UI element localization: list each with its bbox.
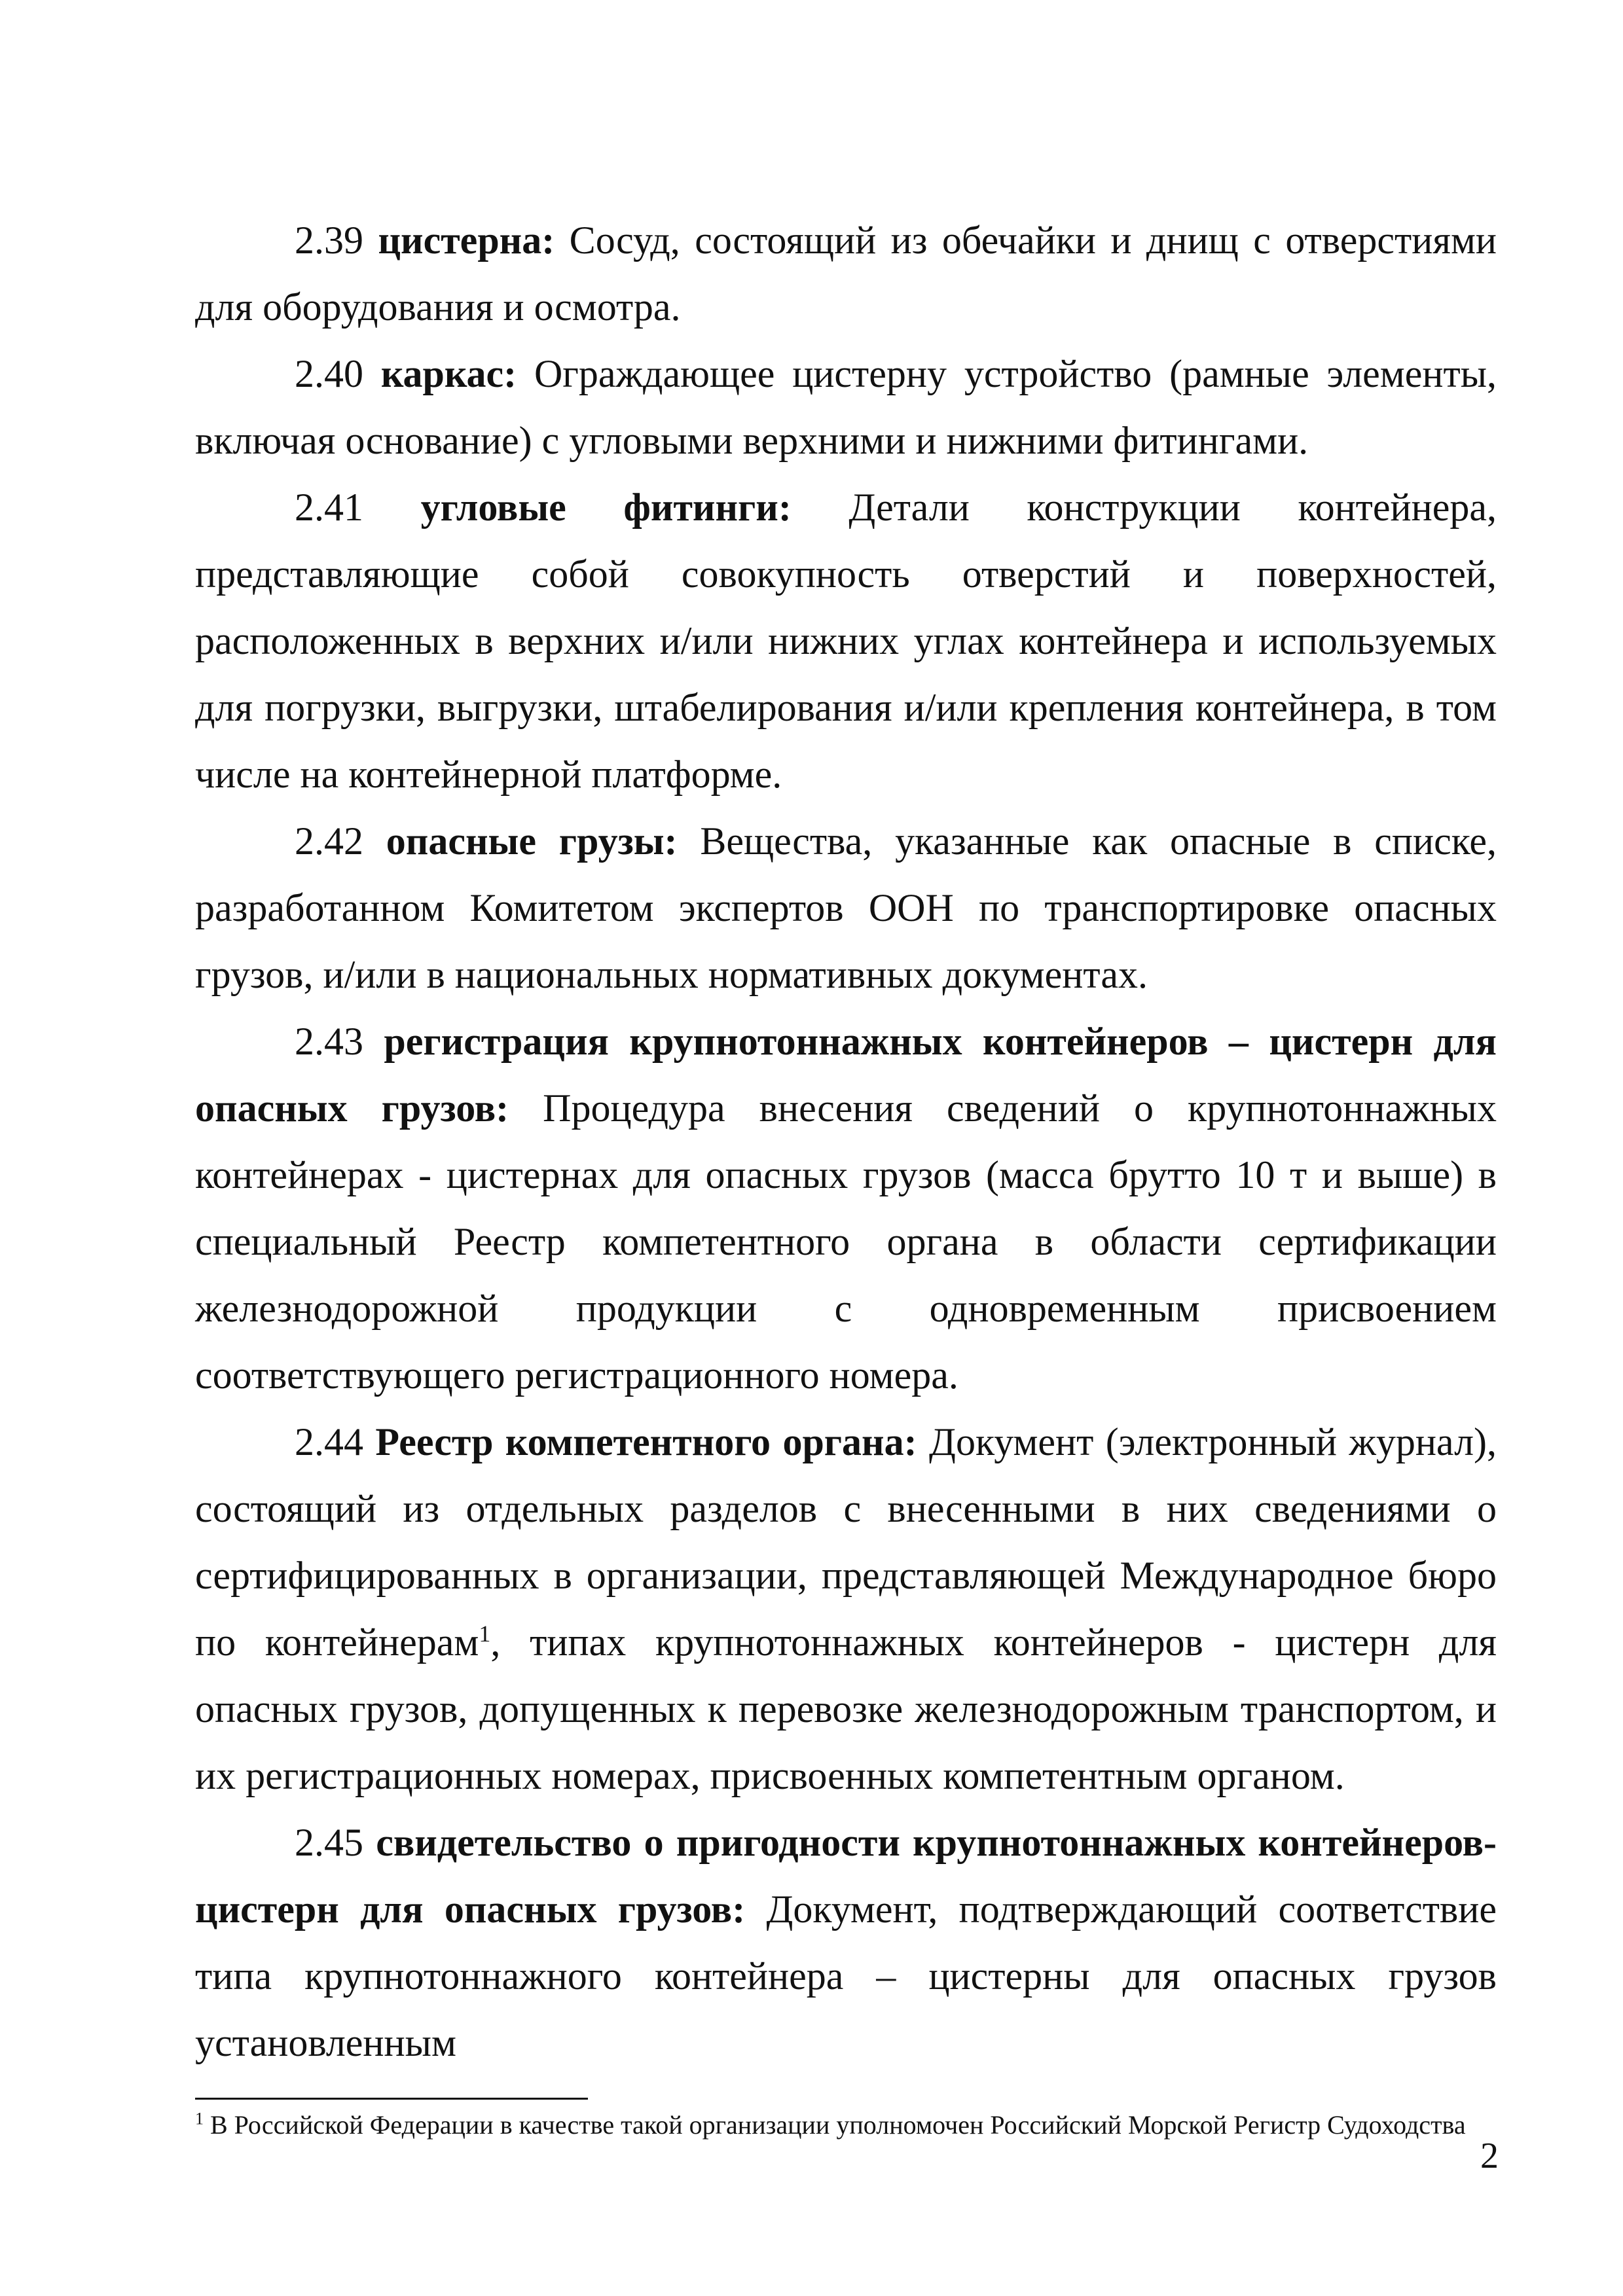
defined-term: каркас: [380,352,517,395]
definition-text: Ограждающее цистерну устройство (рамные элементы, включая основание) с угловыми верхними и нижними фитингами. [195,352,1497,462]
footnote-separator [195,2098,588,2100]
clause-number: 2.42 [295,819,363,863]
defined-term: Реестр компетентного органа: [375,1420,917,1463]
footnote [195,2109,1497,2142]
definition-text: Процедура внесения сведений о крупнотоннажных контейнерах - цистернах для опасных грузов (масса брутто 10 т и выше) в специальный Реестр компетентного органа в области сертификации железнодорожной продукции с одновременным присвоением соответствующего регистрационного номера. [195,1086,1497,1397]
definition-2-39 [195,207,1497,340]
defined-term: угловые фитинги: [420,486,792,529]
definition-2-40 [195,340,1497,474]
definition-2-42 [195,808,1497,1008]
page-number: 2 [1480,2136,1499,2176]
definition-2-43 [195,1008,1497,1408]
definition-text: Вещества, указанные как опасные в списке, разработанном Комитетом экспертов ООН по транспортировке опасных грузов, и/или в национальных нормативных документах. [195,819,1497,996]
footnote-text: В Российской Федерации в качестве такой организации уполномочен Российский Морской Регистр Судоходства [210,2110,1466,2140]
body-text [195,207,1497,2076]
definition-2-44 [195,1408,1497,1809]
definition-2-45 [195,1809,1497,2076]
clause-number: 2.45 [295,1821,363,1864]
definition-text: Детали конструкции контейнера, представляющие собой совокупность отверстий и поверхностей, расположенных в верхних и/или нижних углах контейнера и используемых для погрузки, выгрузки, штабелирования и/или крепления контейнера, в том числе на контейнерной платформе. [195,486,1497,796]
definition-text: Документ, подтверждающий соответствие типа крупнотоннажного контейнера – цистерны для опасных грузов установленным [195,1888,1497,2064]
clause-number: 2.39 [295,219,363,262]
definition-text: Сосуд, состоящий из обечайки и днищ с отверстиями для оборудования и осмотра. [195,219,1497,329]
defined-term: свидетельство о пригодности крупнотоннажных контейнеров-цистерн для опасных грузов: [195,1821,1497,1931]
clause-number: 2.40 [295,352,363,395]
definition-text-continued: , типах крупнотоннажных контейнеров - цистерн для опасных грузов, допущенных к перевозке железнодорожным транспортом, и их регистрационных номерах, присвоенных компетентным органом. [195,1621,1497,1797]
clause-number: 2.44 [295,1420,363,1463]
definition-2-41 [195,474,1497,808]
defined-term: регистрация крупнотоннажных контейнеров – цистерн для опасных грузов: [195,1020,1497,1130]
clause-number: 2.43 [295,1020,363,1063]
clause-number: 2.41 [295,486,363,529]
defined-term: цистерна: [378,219,555,262]
defined-term: опасные грузы: [386,819,678,863]
footnote-mark: 1 [195,2109,204,2128]
footnote-reference[interactable]: 1 [479,1621,491,1647]
definition-text: Документ (электронный журнал), состоящий из отдельных разделов с внесенными в них сведениями о сертифицированных в организации, представляющей Международное бюро по контейнерам [195,1420,1497,1664]
